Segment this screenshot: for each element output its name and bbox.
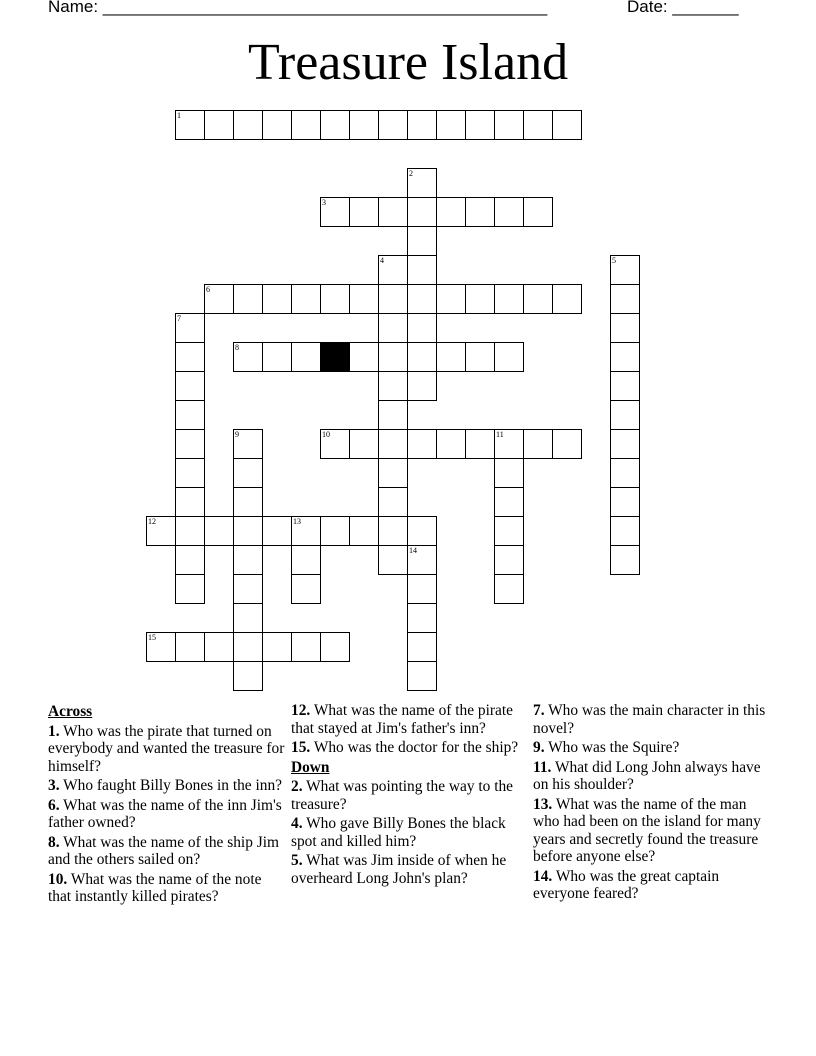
- crossword-cell[interactable]: [175, 574, 205, 604]
- crossword-cell[interactable]: [407, 168, 437, 198]
- crossword-cell[interactable]: [233, 487, 263, 517]
- crossword-cell[interactable]: [291, 545, 321, 575]
- crossword-cell[interactable]: [465, 197, 495, 227]
- clue-down-7: [533, 702, 773, 737]
- crossword-cell[interactable]: [523, 429, 553, 459]
- crossword-cell[interactable]: [378, 487, 408, 517]
- crossword-cell[interactable]: [465, 110, 495, 140]
- crossword-cell[interactable]: [233, 603, 263, 633]
- clue-number: 2.: [291, 778, 303, 795]
- crossword-cell[interactable]: [262, 342, 292, 372]
- crossword-cell[interactable]: [494, 342, 524, 372]
- crossword-cell[interactable]: [320, 197, 350, 227]
- crossword-cell[interactable]: [320, 110, 350, 140]
- crossword-cell[interactable]: [378, 371, 408, 401]
- crossword-cell[interactable]: [175, 371, 205, 401]
- crossword-cell[interactable]: [378, 342, 408, 372]
- cell-number: 2: [409, 169, 413, 178]
- crossword-cell[interactable]: [204, 284, 234, 314]
- clue-text: Who was the main character in this novel?: [533, 702, 766, 737]
- crossword-cell[interactable]: [407, 197, 437, 227]
- clue-number: 6.: [48, 796, 60, 814]
- crossword-cell[interactable]: [494, 429, 524, 459]
- crossword-cell[interactable]: [291, 632, 321, 662]
- clue-number: 8.: [48, 833, 60, 851]
- crossword-cell[interactable]: [146, 516, 176, 546]
- crossword-cell[interactable]: [320, 516, 350, 546]
- crossword-cell[interactable]: [407, 110, 437, 140]
- clue-down-5: [291, 852, 526, 887]
- crossword-cell[interactable]: [407, 313, 437, 343]
- crossword-cell[interactable]: [494, 487, 524, 517]
- black-square: [320, 342, 350, 372]
- crossword-cell[interactable]: [523, 110, 553, 140]
- crossword-cell[interactable]: [523, 284, 553, 314]
- down-heading: Down: [291, 758, 330, 776]
- crossword-cell[interactable]: [378, 400, 408, 430]
- clues-column-3: [533, 702, 773, 905]
- clue-text: What was the name of the pirate that stayed at Jim's father's inn?: [291, 702, 513, 737]
- crossword-cell[interactable]: [233, 574, 263, 604]
- clue-number: 10.: [48, 870, 68, 888]
- clue-number: 1.: [48, 722, 60, 740]
- cell-number: 5: [612, 256, 616, 265]
- crossword-cell[interactable]: [494, 545, 524, 575]
- clue-number: 3.: [48, 777, 60, 794]
- cell-number: 3: [322, 198, 326, 207]
- clue-across-8: [48, 834, 288, 869]
- crossword-cell[interactable]: [291, 284, 321, 314]
- crossword-cell[interactable]: [407, 632, 437, 662]
- crossword-cell[interactable]: [494, 284, 524, 314]
- clue-text: What did Long John always have on his shoulder?: [533, 758, 761, 793]
- crossword-cell[interactable]: [349, 516, 379, 546]
- crossword-cell[interactable]: [204, 516, 234, 546]
- crossword-cell[interactable]: [349, 342, 379, 372]
- crossword-cell[interactable]: [349, 197, 379, 227]
- crossword-cell[interactable]: [436, 429, 466, 459]
- crossword-cell[interactable]: [610, 342, 640, 372]
- crossword-cell[interactable]: [523, 197, 553, 227]
- crossword-cell[interactable]: [610, 371, 640, 401]
- crossword-cell[interactable]: [175, 400, 205, 430]
- clue-across-10: [48, 871, 288, 906]
- crossword-cell[interactable]: [378, 516, 408, 546]
- crossword-cell[interactable]: [233, 661, 263, 691]
- crossword-cell[interactable]: [436, 284, 466, 314]
- cell-number: 9: [235, 430, 239, 439]
- crossword-cell[interactable]: [610, 429, 640, 459]
- crossword-cell[interactable]: [465, 284, 495, 314]
- crossword-cell[interactable]: [378, 313, 408, 343]
- crossword-cell[interactable]: [407, 226, 437, 256]
- crossword-cell[interactable]: [610, 284, 640, 314]
- crossword-cell[interactable]: [610, 545, 640, 575]
- crossword-cell[interactable]: [407, 342, 437, 372]
- clue-down-4: [291, 815, 526, 850]
- clue-down-11: [533, 759, 773, 794]
- crossword-cell[interactable]: [349, 284, 379, 314]
- clue-text: What was the name of the inn Jim's father owned?: [48, 796, 282, 831]
- crossword-cell[interactable]: [233, 342, 263, 372]
- cell-number: 7: [177, 314, 181, 323]
- crossword-cell[interactable]: [494, 110, 524, 140]
- crossword-cell[interactable]: [436, 197, 466, 227]
- crossword-cell[interactable]: [233, 516, 263, 546]
- crossword-cell[interactable]: [552, 284, 582, 314]
- clue-text: What was the name of the ship Jim and the others sailed on?: [48, 833, 279, 868]
- crossword-cell[interactable]: [465, 429, 495, 459]
- crossword-cell[interactable]: [610, 458, 640, 488]
- crossword-cell[interactable]: [494, 516, 524, 546]
- cell-number: 4: [380, 256, 384, 265]
- crossword-cell[interactable]: [465, 342, 495, 372]
- crossword-cell[interactable]: [320, 632, 350, 662]
- name-field-label: Name: _______________________________________________: [48, 0, 548, 16]
- crossword-cell[interactable]: [175, 516, 205, 546]
- crossword-cell[interactable]: [320, 284, 350, 314]
- crossword-cell[interactable]: [175, 110, 205, 140]
- cell-number: 11: [496, 430, 504, 439]
- crossword-cell[interactable]: [436, 342, 466, 372]
- crossword-cell[interactable]: [552, 110, 582, 140]
- clue-text: Who was the great captain everyone feared?: [533, 867, 720, 902]
- cell-number: 6: [206, 285, 210, 294]
- across-heading: Across: [48, 703, 93, 720]
- crossword-cell[interactable]: [349, 429, 379, 459]
- crossword-cell[interactable]: [407, 574, 437, 604]
- clue-text: Who was the doctor for the ship?: [313, 739, 519, 756]
- clue-number: 15.: [291, 739, 311, 756]
- crossword-cell[interactable]: [291, 342, 321, 372]
- clue-number: 9.: [533, 739, 545, 756]
- crossword-cell[interactable]: [378, 429, 408, 459]
- clue-number: 5.: [291, 852, 303, 869]
- clue-down-9: [533, 739, 773, 757]
- clue-number: 12.: [291, 702, 311, 719]
- crossword-cell[interactable]: [175, 487, 205, 517]
- crossword-cell[interactable]: [320, 429, 350, 459]
- crossword-cell[interactable]: [262, 284, 292, 314]
- crossword-cell[interactable]: [407, 545, 437, 575]
- cell-number: 14: [409, 546, 417, 555]
- crossword-cell[interactable]: [610, 400, 640, 430]
- cell-number: 10: [322, 430, 330, 439]
- cell-number: 13: [293, 517, 301, 526]
- crossword-cell[interactable]: [233, 429, 263, 459]
- clue-across-6: [48, 797, 288, 832]
- clue-across-15: [291, 739, 526, 757]
- crossword-cell[interactable]: [262, 110, 292, 140]
- crossword-cell[interactable]: [494, 458, 524, 488]
- crossword-cell[interactable]: [262, 632, 292, 662]
- crossword-cell[interactable]: [233, 110, 263, 140]
- crossword-cell[interactable]: [233, 632, 263, 662]
- crossword-cell[interactable]: [378, 110, 408, 140]
- clue-text: Who gave Billy Bones the black spot and killed him?: [291, 815, 506, 850]
- crossword-cell[interactable]: [378, 545, 408, 575]
- crossword-cell[interactable]: [291, 574, 321, 604]
- cell-number: 15: [148, 633, 156, 642]
- crossword-cell[interactable]: [494, 574, 524, 604]
- crossword-cell[interactable]: [378, 255, 408, 285]
- clue-number: 13.: [533, 795, 553, 813]
- clue-down-14: [533, 868, 773, 903]
- clue-text: Who was the pirate that turned on everybody and wanted the treasure for himself?: [48, 722, 285, 775]
- crossword-cell[interactable]: [233, 458, 263, 488]
- crossword-cell[interactable]: [262, 516, 292, 546]
- crossword-cell[interactable]: [610, 487, 640, 517]
- crossword-cell[interactable]: [407, 429, 437, 459]
- crossword-cell[interactable]: [494, 197, 524, 227]
- crossword-cell[interactable]: [146, 632, 176, 662]
- cell-number: 1: [177, 111, 181, 120]
- crossword-cell[interactable]: [407, 371, 437, 401]
- crossword-cell[interactable]: [291, 516, 321, 546]
- clue-text: Who faught Billy Bones in the inn?: [63, 777, 282, 794]
- clues-column-2: [291, 702, 526, 889]
- clue-number: 4.: [291, 815, 303, 832]
- clue-text: What was the name of the man who had been on the island for many years and secretly found the treasure before anyone else?: [533, 795, 761, 865]
- crossword-cell[interactable]: [175, 342, 205, 372]
- crossword-cell[interactable]: [175, 429, 205, 459]
- crossword-cell[interactable]: [436, 110, 466, 140]
- crossword-cell[interactable]: [610, 313, 640, 343]
- page-title: Treasure Island: [247, 34, 569, 91]
- crossword-cell[interactable]: [349, 110, 379, 140]
- clue-text: What was pointing the way to the treasure?: [291, 778, 513, 813]
- crossword-cell[interactable]: [378, 284, 408, 314]
- crossword-cell[interactable]: [175, 632, 205, 662]
- crossword-cell[interactable]: [407, 661, 437, 691]
- clue-across-12: [291, 702, 526, 737]
- clue-down-13: [533, 796, 773, 866]
- cell-number: 12: [148, 517, 156, 526]
- crossword-cell[interactable]: [233, 284, 263, 314]
- date-field-label: Date: _______: [627, 0, 739, 16]
- crossword-cell[interactable]: [407, 284, 437, 314]
- crossword-cell[interactable]: [610, 516, 640, 546]
- crossword-cell[interactable]: [233, 545, 263, 575]
- crossword-cell[interactable]: [378, 458, 408, 488]
- crossword-cell[interactable]: [610, 255, 640, 285]
- crossword-cell[interactable]: [175, 313, 205, 343]
- crossword-cell[interactable]: [204, 632, 234, 662]
- crossword-cell[interactable]: [204, 110, 234, 140]
- crossword-cell[interactable]: [175, 545, 205, 575]
- crossword-cell[interactable]: [407, 516, 437, 546]
- crossword-cell[interactable]: [552, 429, 582, 459]
- crossword-cell[interactable]: [407, 255, 437, 285]
- clue-number: 14.: [533, 867, 553, 885]
- clue-text: What was the name of the note that instantly killed pirates?: [48, 870, 262, 905]
- cell-number: 8: [235, 343, 239, 352]
- clue-across-1: [48, 723, 288, 776]
- clue-down-2: [291, 778, 526, 813]
- clue-number: 7.: [533, 702, 545, 719]
- clue-across-3: [48, 777, 288, 795]
- crossword-cell[interactable]: [378, 197, 408, 227]
- clue-number: 11.: [533, 758, 552, 776]
- crossword-cell[interactable]: [291, 110, 321, 140]
- clue-text: What was Jim inside of when he overheard Long John's plan?: [291, 852, 507, 887]
- clues-column-1: [48, 702, 288, 908]
- clue-text: Who was the Squire?: [548, 739, 680, 756]
- crossword-cell[interactable]: [175, 458, 205, 488]
- crossword-cell[interactable]: [407, 603, 437, 633]
